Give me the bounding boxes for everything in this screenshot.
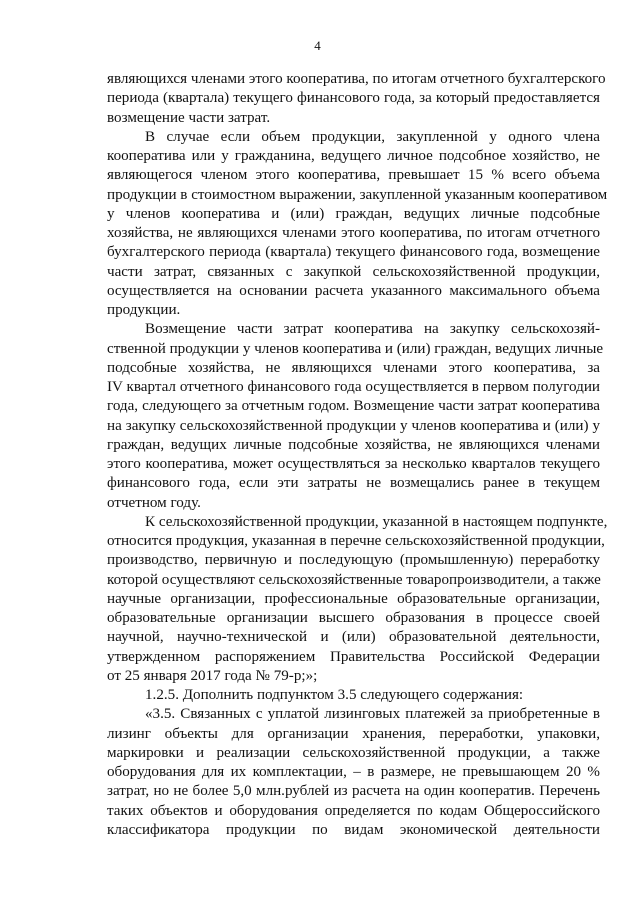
text-line: продукции. — [107, 302, 181, 318]
text-line: отчетном году. — [107, 494, 201, 511]
text-line: «3.5. Связанных с уплатой лизинговых платежей за приобретенные в — [145, 706, 600, 723]
text-line: бухгалтерского периода (квартала) текущего финансового года, возмещение — [107, 244, 600, 261]
text-line: части затрат, связанных с закупкой сельскохозяйственной продукции, — [107, 263, 600, 280]
text-line: образовательные организации высшего образования в процессе своей — [107, 610, 600, 626]
text-line: относится продукция, указанная в перечне сельскохозяйственной продукции, — [107, 533, 605, 549]
text-line: возмещение части затрат. — [107, 109, 271, 126]
page-number: 4 — [314, 38, 321, 53]
text-line: ственной продукции у членов кооператива и (или) граждан, ведущих личные — [107, 340, 604, 357]
text-line: научной, научно-технической и (или) образовательной деятельности, — [107, 629, 600, 646]
text-line: затрат, но не более 5,0 млн.рублей из расчета на один кооператив. Перечень — [107, 783, 600, 800]
text-line: подсобные хозяйства, не являющихся членами этого кооператива, за — [107, 359, 600, 376]
text-line: этого кооператива, может осуществляться за несколько кварталов текущего — [107, 456, 600, 472]
text-line: оборудования для их комплектации, – в размере, не превышающем 20 % — [107, 764, 600, 780]
text-line: утвержденном распоряжением Правительства Российской Федерации — [107, 648, 600, 665]
text-line: кооператива или у гражданина, ведущего личное подсобное хозяйство, не — [107, 148, 600, 164]
text-line: В случае если объем продукции, закупленной у одного члена — [145, 128, 600, 145]
text-line: классификатора продукции по видам экономической деятельности — [107, 821, 600, 838]
text-line: осуществляется на основании расчета указанного максимального объема — [107, 282, 600, 299]
text-line: лизинг объекты для организации хранения, переработки, упаковки, — [107, 725, 600, 742]
text-line: являющихся членами этого кооператива, по итогам отчетного бухгалтерского — [107, 71, 606, 87]
text-line: периода (квартала) текущего финансового года, за который предоставляется — [107, 90, 600, 107]
text-line: у членов кооператива и (или) граждан, ведущих личные подсобные — [107, 205, 600, 222]
text-line: которой осуществляют сельскохозяйственные товаропроизводители, а также — [107, 571, 601, 588]
text-line: продукции в стоимостном выражении, закупленной указанным кооперативом — [107, 186, 608, 203]
text-line: граждан, ведущих личные подсобные хозяйства, не являющихся членами — [107, 436, 600, 453]
text-line: от 25 января 2017 года № 79-р;»; — [107, 667, 318, 684]
text-line: маркировки и реализации сельскохозяйственной продукции, а также — [107, 744, 600, 761]
text-line: IV квартал отчетного финансового года осуществляется в первом полугодии — [107, 379, 600, 395]
text-line: хозяйства, не являющихся членами этого кооператива, по итогам отчетного — [107, 225, 600, 241]
document-body — [107, 70, 608, 840]
text-line: таких объектов и оборудования определяется по кодам Общероссийского — [107, 802, 600, 819]
text-line: 1.2.5. Дополнить подпунктом 3.5 следующего содержания: — [145, 687, 524, 703]
text-line: К сельскохозяйственной продукции, указанной в настоящем подпункте, — [145, 513, 608, 530]
text-line: производство, первичную и последующую (промышленную) переработку — [107, 552, 600, 569]
text-line: являющегося членом этого кооператива, превышает 15 % всего объема — [107, 167, 600, 184]
text-line: на закупку сельскохозяйственной продукции у членов кооператива и (или) у — [107, 417, 600, 434]
text-line: финансового года, если эти затраты не возмещались ранее в текущем — [107, 475, 600, 492]
text-line: научные организации, профессиональные образовательные организации, — [107, 590, 600, 607]
text-line: года, следующего за отчетным годом. Возмещение части затрат кооператива — [107, 398, 600, 415]
text-line: Возмещение части затрат кооператива на закупку сельскохозяй- — [145, 321, 600, 338]
